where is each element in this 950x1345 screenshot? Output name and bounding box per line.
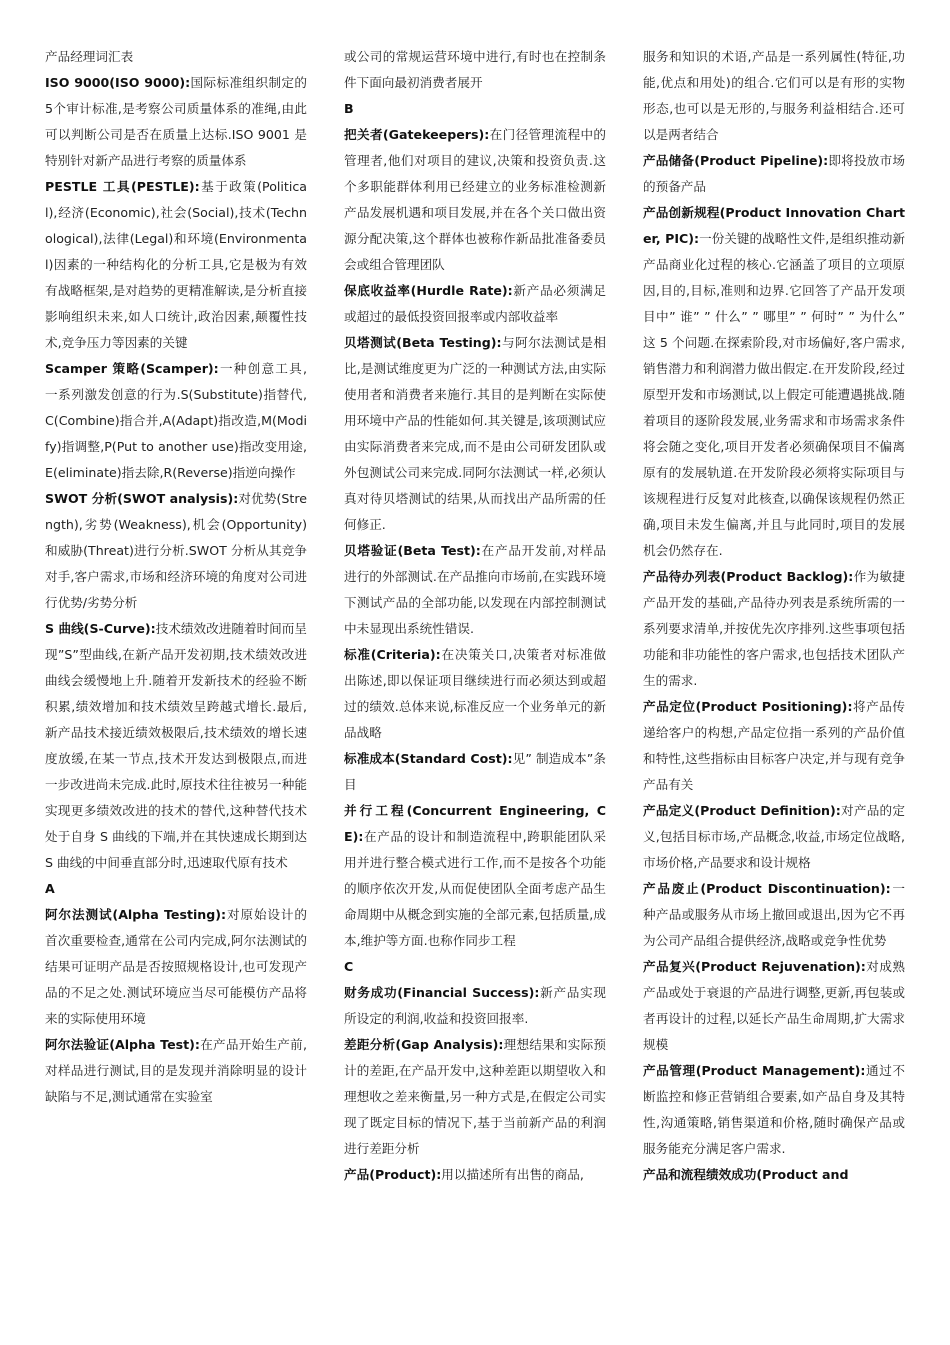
glossary-definition: 在决策关口,决策者对标准做出陈述,即以保证项目继续进行而必须达到或超过的绩效.总体来说,标准反应一个业务单元的新品战略 bbox=[344, 647, 606, 740]
glossary-term: 并行工程(Concurrent Engineering, CE): bbox=[344, 803, 606, 844]
column-2-entries bbox=[344, 44, 606, 1188]
glossary-entry bbox=[45, 486, 307, 616]
glossary-term: S 曲线(S-Curve): bbox=[45, 621, 156, 636]
text-column-1 bbox=[45, 44, 307, 1110]
glossary-definition: 对产品的定义,包括目标市场,产品概念,收益,市场定位战略,市场价格,产品要求和设计规格 bbox=[643, 803, 906, 870]
glossary-definition: 对优势(Strength),劣势(Weakness),机会(Opportunity)和威胁(Threat)进行分析.SWOT 分析从其竞争对手,客户需求,市场和经济环境的角度对公司进行优势/劣势分析 bbox=[45, 491, 307, 610]
section-letter-heading: A bbox=[45, 881, 55, 896]
glossary-entry bbox=[643, 564, 905, 694]
glossary-entry bbox=[643, 694, 905, 798]
continued-definition: 服务和知识的术语,产品是一系列属性(特征,功能,优点和用处)的组合.它们可以是有形的实物形态,也可以是无形的,与服务利益相结合.还可以是两者结合 bbox=[643, 49, 905, 142]
glossary-definition: 在产品的设计和制造流程中,跨职能团队采用并进行整合模式进行工作,而不是按各个功能的顺序依次开发,从而促使团队全面考虑产品生命周期中从概念到实施的全部元素,包括质量,成本,维护等方面.也称作同步工程 bbox=[344, 829, 606, 948]
glossary-term: 贝塔验证(Beta Test): bbox=[344, 543, 481, 558]
glossary-entry bbox=[45, 902, 307, 1032]
glossary-entry bbox=[344, 798, 606, 954]
glossary-entry bbox=[643, 876, 905, 954]
glossary-definition: 用以描述所有出售的商品, bbox=[441, 1167, 584, 1182]
glossary-entry bbox=[45, 70, 307, 174]
glossary-definition: 对成熟产品或处于衰退的产品进行调整,更新,再包装或者再设计的过程,以延长产品生命周期,扩大需求规模 bbox=[643, 959, 905, 1052]
glossary-definition: 一份关键的战略性文件,是组织推动新产品商业化过程的核心.它涵盖了项目的立项原因,目的,目标,准则和边界.它回答了产品开发项目中” 谁” ” 什么” ” 哪里” ” 何时” ” 为什么” 这 5 个问题.在探索阶段,对市场偏好,客户需求,销售潜力和利润潜力做出假定.在开发阶段,经过原型开发和市场测试,以上假定可能遭遇挑战.随着项目的逐阶段发展,业务需求和市场需求条件将会随之变化,项目开发者必须确保项目不偏离原有的发展轨道.在开发阶段必须将实际项目与该规程进行反复对此核查,以确保该规程仍然正确,项目未发生偏离,并且与此同时,项目的发展机会仍然存在. bbox=[643, 231, 905, 558]
glossary-definition: 新产品必须满足或超过的最低投资回报率或内部收益率 bbox=[344, 283, 607, 324]
glossary-entry bbox=[643, 1058, 905, 1162]
continued-definition: 或公司的常规运营环境中进行,有时也在控制条件下面向最初消费者展开 bbox=[344, 49, 606, 90]
glossary-definition: 国际标准组织制定的5个审计标准,是考察公司质量体系的准绳,由此可以判断公司是否在质量上达标.ISO 9001 是特别针对新产品进行考察的质量体系 bbox=[45, 75, 308, 168]
glossary-term: 阿尔法测试(Alpha Testing): bbox=[45, 907, 227, 922]
glossary-term: 产品复兴(Product Rejuvenation): bbox=[643, 959, 866, 974]
glossary-term: SWOT 分析(SWOT analysis): bbox=[45, 491, 239, 506]
glossary-entry bbox=[45, 1032, 307, 1110]
glossary-definition: 作为敏捷产品开发的基础,产品待办列表是系统所需的一系列要求清单,并按优先次序排列.这些事项包括功能和非功能性的客户需求,也包括技术团队产生的需求. bbox=[643, 569, 905, 688]
glossary-definition: 与阿尔法测试是相比,是测试维度更为广泛的一种测试方法,由实际使用者和消费者来施行.其目的是判断在实际使用环境中产品的性能如何.其关键是,该项测试应由实际消费者来完成,而不是由公司研发团队或外包测试公司来完成.同阿尔法测试一样,必须认真对待贝塔测试的结果,从而找出产品所需的任何修正. bbox=[344, 335, 606, 532]
glossary-entry bbox=[344, 278, 606, 330]
text-column-2 bbox=[344, 44, 606, 1188]
glossary-term: 产品(Product): bbox=[344, 1167, 442, 1182]
document-page bbox=[45, 44, 907, 1304]
glossary-term: 产品创新规程(Product Innovation Charter, PIC): bbox=[643, 205, 905, 246]
glossary-entry bbox=[643, 200, 905, 564]
glossary-term: 财务成功(Financial Success): bbox=[344, 985, 540, 1000]
glossary-term: 把关者(Gatekeepers): bbox=[344, 127, 490, 142]
glossary-entry bbox=[45, 356, 307, 486]
column-3-entries bbox=[643, 44, 905, 1188]
glossary-entry bbox=[344, 538, 606, 642]
section-letter-heading: B bbox=[344, 101, 354, 116]
glossary-entry bbox=[643, 1162, 905, 1188]
glossary-definition: 新产品实现所设定的利润,收益和投资回报率. bbox=[344, 985, 606, 1026]
glossary-term: 标准(Criteria): bbox=[344, 647, 441, 662]
glossary-definition: 见” 制造成本”条目 bbox=[344, 751, 606, 792]
glossary-term: 贝塔测试(Beta Testing): bbox=[344, 335, 502, 350]
glossary-definition: 即将投放市场的预备产品 bbox=[643, 153, 905, 194]
glossary-term: Scamper 策略(Scamper): bbox=[45, 361, 219, 376]
glossary-entry bbox=[344, 330, 606, 538]
text-column-3 bbox=[643, 44, 905, 1188]
glossary-entry bbox=[643, 954, 905, 1058]
glossary-entry bbox=[643, 148, 905, 200]
glossary-term: 差距分析(Gap Analysis): bbox=[344, 1037, 504, 1052]
glossary-entry bbox=[344, 1032, 606, 1162]
glossary-term: PESTLE 工具(PESTLE): bbox=[45, 179, 200, 194]
glossary-entry bbox=[344, 1162, 606, 1188]
glossary-term: 产品定义(Product Definition): bbox=[643, 803, 841, 818]
glossary-entry bbox=[344, 642, 606, 746]
glossary-term: 产品定位(Product Positioning): bbox=[643, 699, 853, 714]
glossary-term: 产品和流程绩效成功(Product and bbox=[643, 1167, 849, 1182]
glossary-definition: 基于政策(Political),经济(Economic),社会(Social),技术(Technological),法律(Legal)和环境(Environmental)因素的一种结构化的分析工具,它是极为有效有战略框架,是对趋势的更精准解读,是分析直接影响组织未来,如人口统计,政治因素,颠覆性技术,竞争压力等因素的关键 bbox=[45, 179, 307, 350]
glossary-term: 产品废止(Product Discontinuation): bbox=[643, 881, 891, 896]
column-1-entries bbox=[45, 70, 307, 1110]
glossary-definition: 在门径管理流程中的管理者,他们对项目的建议,决策和投资负责.这个多职能群体利用已经建立的业务标准检测新产品发展机遇和项目发展,并在各个关口做出资源分配决策,这个群体也被称作新品批准备委员会或组合管理团队 bbox=[344, 127, 607, 272]
glossary-definition: 对原始设计的首次重要检查,通常在公司内完成,阿尔法测试的结果可证明产品是否按照规格设计,也可发现产品的不足之处.测试环境应当尽可能模仿产品将来的实际使用环境 bbox=[45, 907, 308, 1026]
glossary-term: 产品储备(Product Pipeline): bbox=[643, 153, 829, 168]
glossary-entry bbox=[344, 980, 606, 1032]
glossary-definition: 一种创意工具,一系列激发创意的行为.S(Substitute)指替代,C(Combine)指合并,A(Adapt)指改造,M(Modify)指调整,P(Put to another use)指改变用途,E(eliminate)指去除,R(Reverse)指逆向操作 bbox=[45, 361, 307, 480]
glossary-definition: 通过不断监控和修正营销组合要素,如产品自身及其特性,沟通策略,销售渠道和价格,随时确保产品或服务能充分满足客户需求. bbox=[643, 1063, 905, 1156]
glossary-entry bbox=[45, 616, 307, 876]
glossary-entry bbox=[344, 746, 606, 798]
glossary-definition: 在产品开始生产前,对样品进行测试,目的是发现并消除明显的设计缺陷与不足,测试通常在实验室 bbox=[45, 1037, 307, 1104]
glossary-term: 保底收益率(Hurdle Rate): bbox=[344, 283, 513, 298]
glossary-definition: 技术绩效改进随着时间而呈现”S”型曲线,在新产品开发初期,技术绩效改进曲线会缓慢地上升.随着开发新技术的经验不断积累,绩效增加和技术绩效呈跨越式增长.最后,新产品技术接近绩效极限后,技术绩效的增长速度放缓,在某一节点,技术开发达到极限点,而进一步改进尚未完成.此时,原技术往往被另一种能实现更多绩效改进的技术的替代,这种替代技术处于自身 S 曲线的下端,并在其快速成长期到达 S 曲线的中间垂直部分时,迅速取代原有技术 bbox=[45, 621, 307, 870]
glossary-entry bbox=[45, 174, 307, 356]
glossary-definition: 理想结果和实际预计的差距,在产品开发中,这种差距以期望收入和理想收之差来衡量,另一种方式是,在假定公司实现了既定目标的情况下,基于当前新产品的利润进行差距分析 bbox=[344, 1037, 606, 1156]
glossary-term: 标准成本(Standard Cost): bbox=[344, 751, 513, 766]
glossary-term: 产品管理(Product Management): bbox=[643, 1063, 866, 1078]
document-title: 产品经理词汇表 bbox=[45, 49, 134, 64]
glossary-term: 产品待办列表(Product Backlog): bbox=[643, 569, 854, 584]
glossary-term: 阿尔法验证(Alpha Test): bbox=[45, 1037, 200, 1052]
glossary-term: ISO 9000(ISO 9000): bbox=[45, 75, 191, 90]
glossary-definition: 将产品传递给客户的构想,产品定位指一系列的产品价值和特性,这些指标由目标客户决定,并与现有竞争产品有关 bbox=[643, 699, 905, 792]
glossary-definition: 在产品开发前,对样品进行的外部测试.在产品推向市场前,在实践环境下测试产品的全部功能,以发现在内部控制测试中未显现出系统性错误. bbox=[344, 543, 606, 636]
glossary-entry bbox=[643, 798, 905, 876]
glossary-entry bbox=[344, 122, 606, 278]
section-letter-heading: C bbox=[344, 959, 354, 974]
glossary-definition: 一种产品或服务从市场上撤回或退出,因为它不再为公司产品组合提供经济,战略或竞争性优势 bbox=[643, 881, 906, 948]
